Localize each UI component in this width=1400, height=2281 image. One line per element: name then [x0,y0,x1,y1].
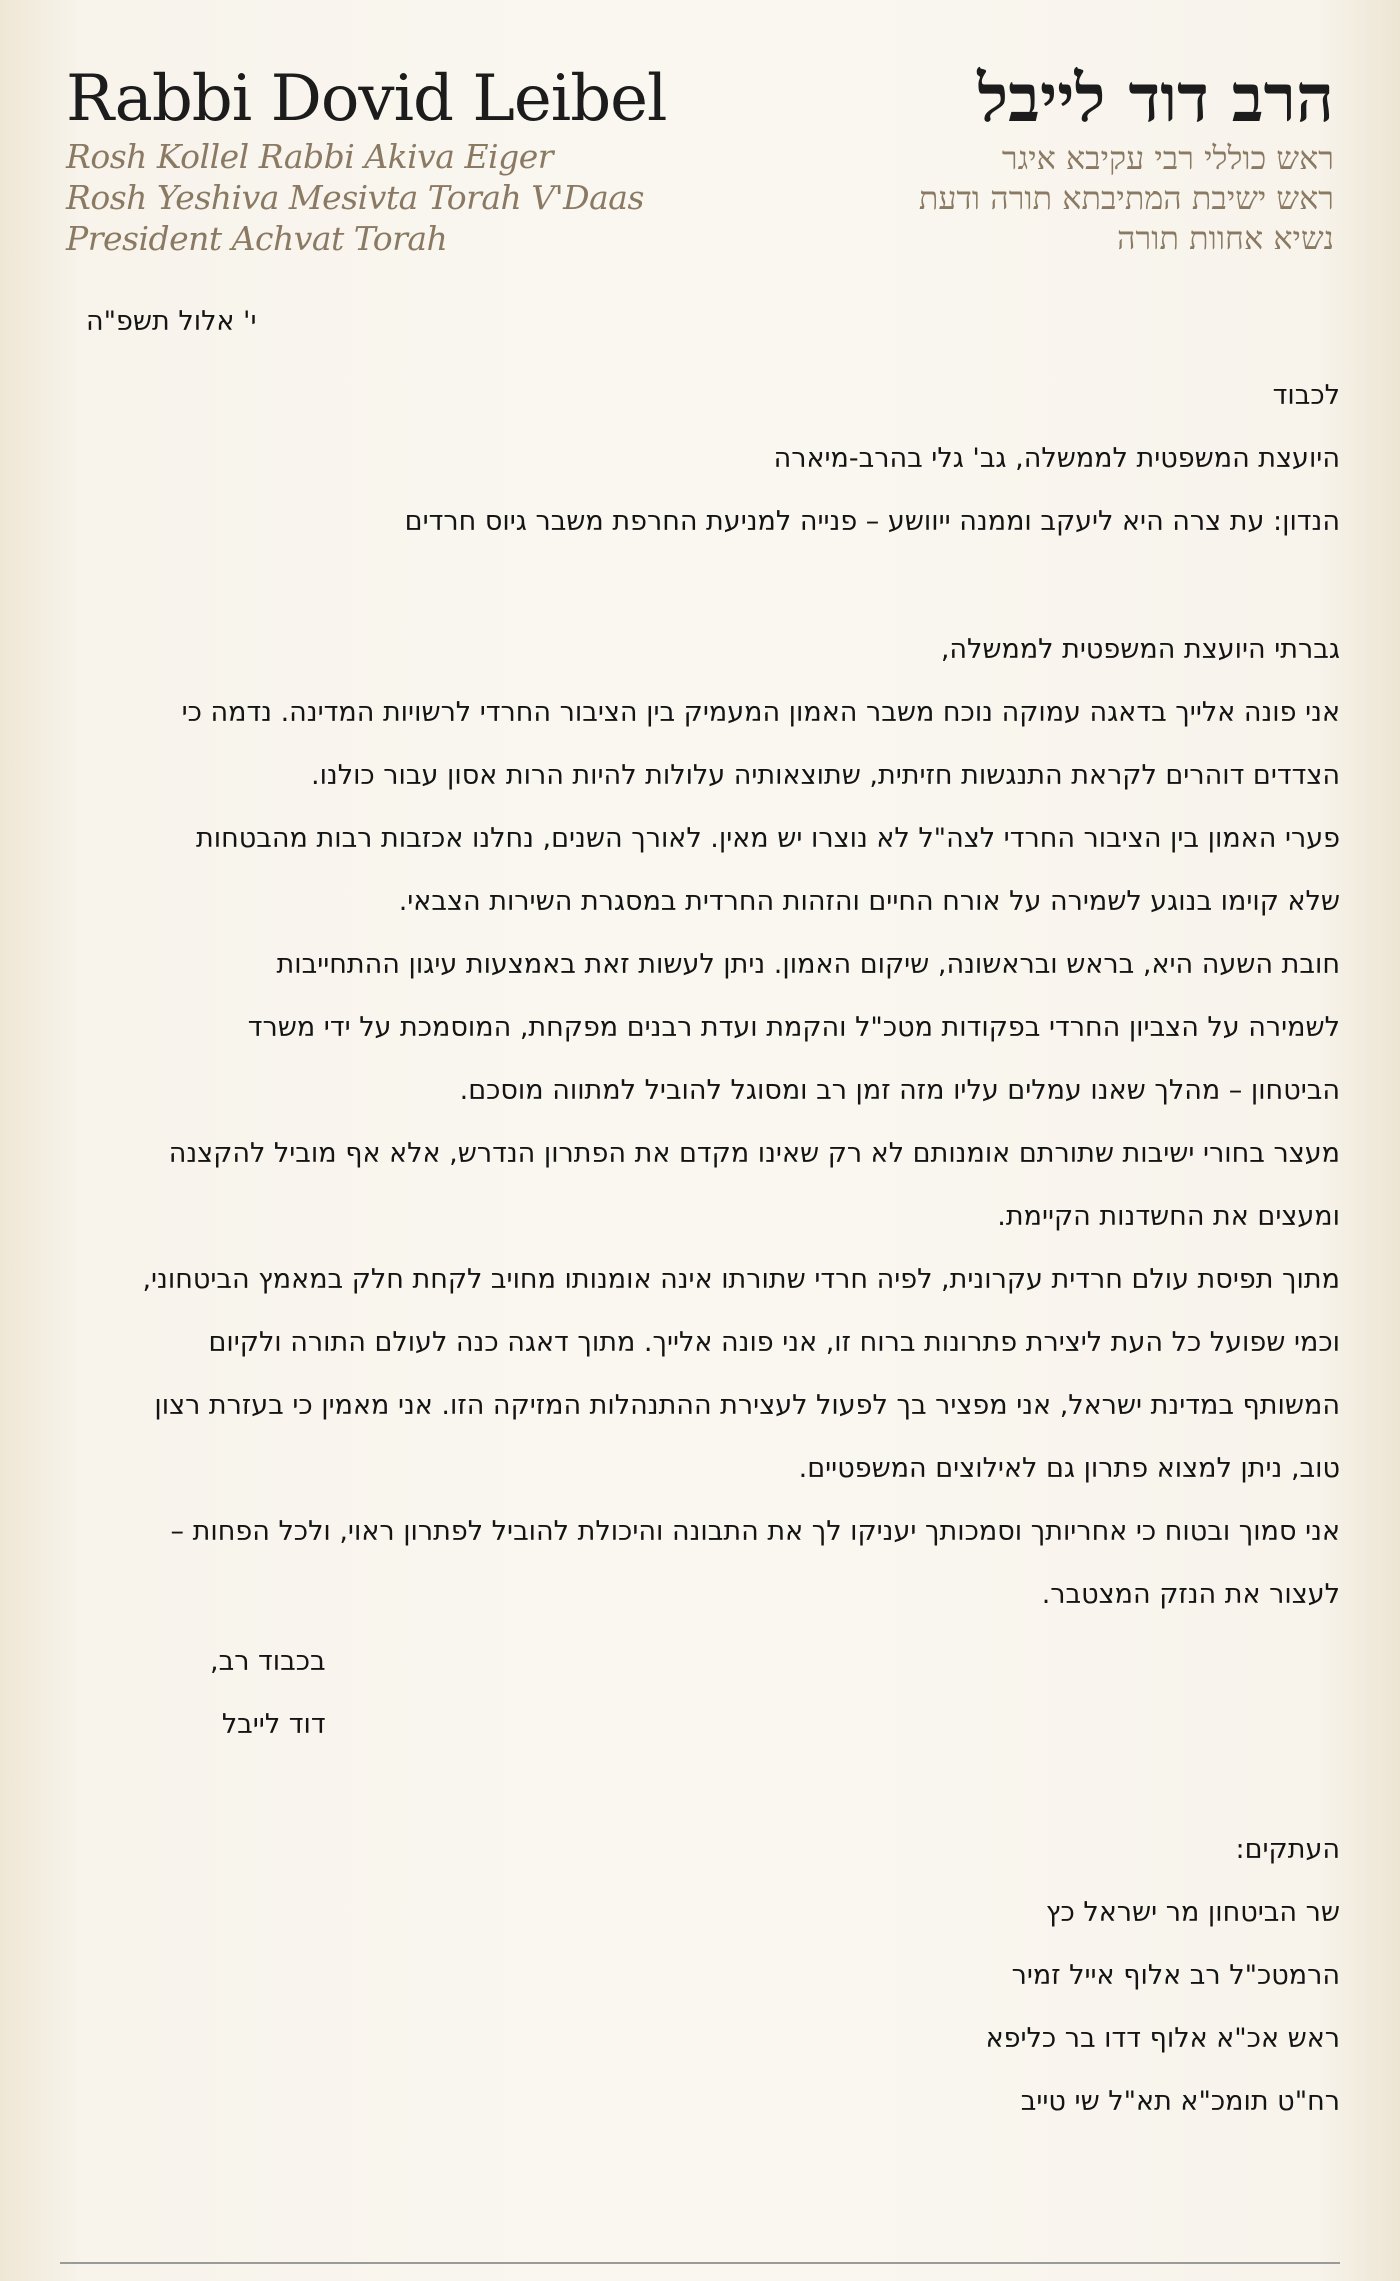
signature-closing: בכבוד רב, [210,1646,326,1677]
copy-recipient: רח"ט תומכ"א תא"ל שי טייב [1020,2086,1340,2117]
body-line: פערי האמון בין הציבור החרדי לצה"ל לא נוצרו יש מאין. לאורך השנים, נחלנו אכזבות רבות מהבטחות [196,823,1340,854]
title-line-hebrew: ראש כוללי רבי עקיבא איגר [1001,139,1334,177]
letterhead-hebrew [919,58,1334,258]
body-line: הביטחון – מהלך שאנו עמלים עליו מזה זמן רב ומסוגל להוביל למתווה מוסכם. [459,1075,1340,1106]
letter-body [60,618,1340,1626]
address-recipient: היועצת המשפטית לממשלה, גב' גלי בהרב-מיארה [773,443,1340,474]
footer-divider [60,2262,1340,2264]
title-line-hebrew: ראש ישיבת המתיבתא תורה ודעת [918,179,1334,217]
copy-recipient: ראש אכ"א אלוף דדו בר כליפא [985,2023,1340,2054]
rabbi-name-hebrew: הרב דוד לייבל [977,59,1334,137]
signature-block [210,1630,326,1756]
letter-subject: הנדון: עת צרה היא ליעקב וממנה ייוושע – פנייה למניעת החרפת משבר גיוס חרדים [404,506,1340,537]
body-line: אני סמוך ובטוח כי אחריותך וסמכותך יעניקו לך את התבונה והיכולת להוביל לפתרון ראוי, ולכל הפחות – [170,1516,1340,1547]
body-line: המשותף במדינת ישראל, אני מפציר בך לפעול לעצירת ההתנהלות המזיקה הזו. אני מאמין כי בעזרת רצון [154,1390,1340,1421]
body-line: מעצר בחורי ישיבות שתורתם אומנותם לא רק שאינו מקדם את הפתרון הנדרש, אלא אף מוביל להקצנה [168,1138,1340,1169]
body-line: מתוך תפיסת עולם חרדית עקרונית, לפיה חרדי שתורתו אינה אומנותו מחויב לקחת חלק במאמץ הביטחוני, [142,1264,1340,1295]
body-line: טוב, ניתן למצוא פתרון גם לאילוצים המשפטיים. [798,1453,1340,1484]
body-line: הצדדים דוהרים לקראת התנגשות חזיתית, שתוצאותיה עלולות להיות הרות אסון עבור כולנו. [310,760,1340,791]
title-line-english: Rosh Yeshiva Mesivta Torah V'Daas [66,178,644,217]
address-block [60,364,1340,553]
address-to: לכבוד [1272,380,1340,411]
body-line: גברתי היועצת המשפטית לממשלה, [940,634,1340,665]
signature-name: דוד לייבל [221,1709,326,1740]
letter-date: י' אלול תשפ"ה [86,306,257,337]
body-line: ומעצים את החשדנות הקיימת. [997,1201,1340,1232]
rabbi-name-english: Rabbi Dovid Leibel [66,62,667,136]
body-line: אני פונה אלייך בדאגה עמוקה נוכח משבר האמון המעמיק בין הציבור החרדי לרשויות המדינה. נדמה כי [181,697,1340,728]
title-line-hebrew: נשיא אחוות תורה [1117,219,1334,257]
body-line: שלא קוימו בנוגע לשמירה על אורח החיים והזהות החרדית במסגרת השירות הצבאי. [398,886,1340,917]
copy-recipient: הרמטכ"ל רב אלוף אייל זמיר [1011,1960,1340,1991]
copies-block [60,1818,1340,2133]
body-line: וכמי שפועל כל העת ליצירת פתרונות ברוח זו, אני פונה אלייך. מתוך דאגה כנה לעולם התורה ולקיום [208,1327,1340,1358]
body-line: חובת השעה היא, בראש ובראשונה, שיקום האמון. ניתן לעשות זאת באמצעות עיגון ההתחייבות [276,949,1340,980]
body-line: לשמירה על הצביון החרדי בפקודות מטכ"ל והקמת ועדת רבנים מפקחת, המוסמכת על ידי משרד [247,1012,1340,1043]
copy-recipient: שר הביטחון מר ישראל כץ [1045,1897,1340,1928]
title-line-english: Rosh Kollel Rabbi Akiva Eiger [66,137,554,176]
title-line-english: President Achvat Torah [66,219,448,258]
copies-heading: העתקים: [1235,1834,1340,1865]
letterhead-english [66,62,667,259]
body-line: לעצור את הנזק המצטבר. [1041,1579,1340,1610]
